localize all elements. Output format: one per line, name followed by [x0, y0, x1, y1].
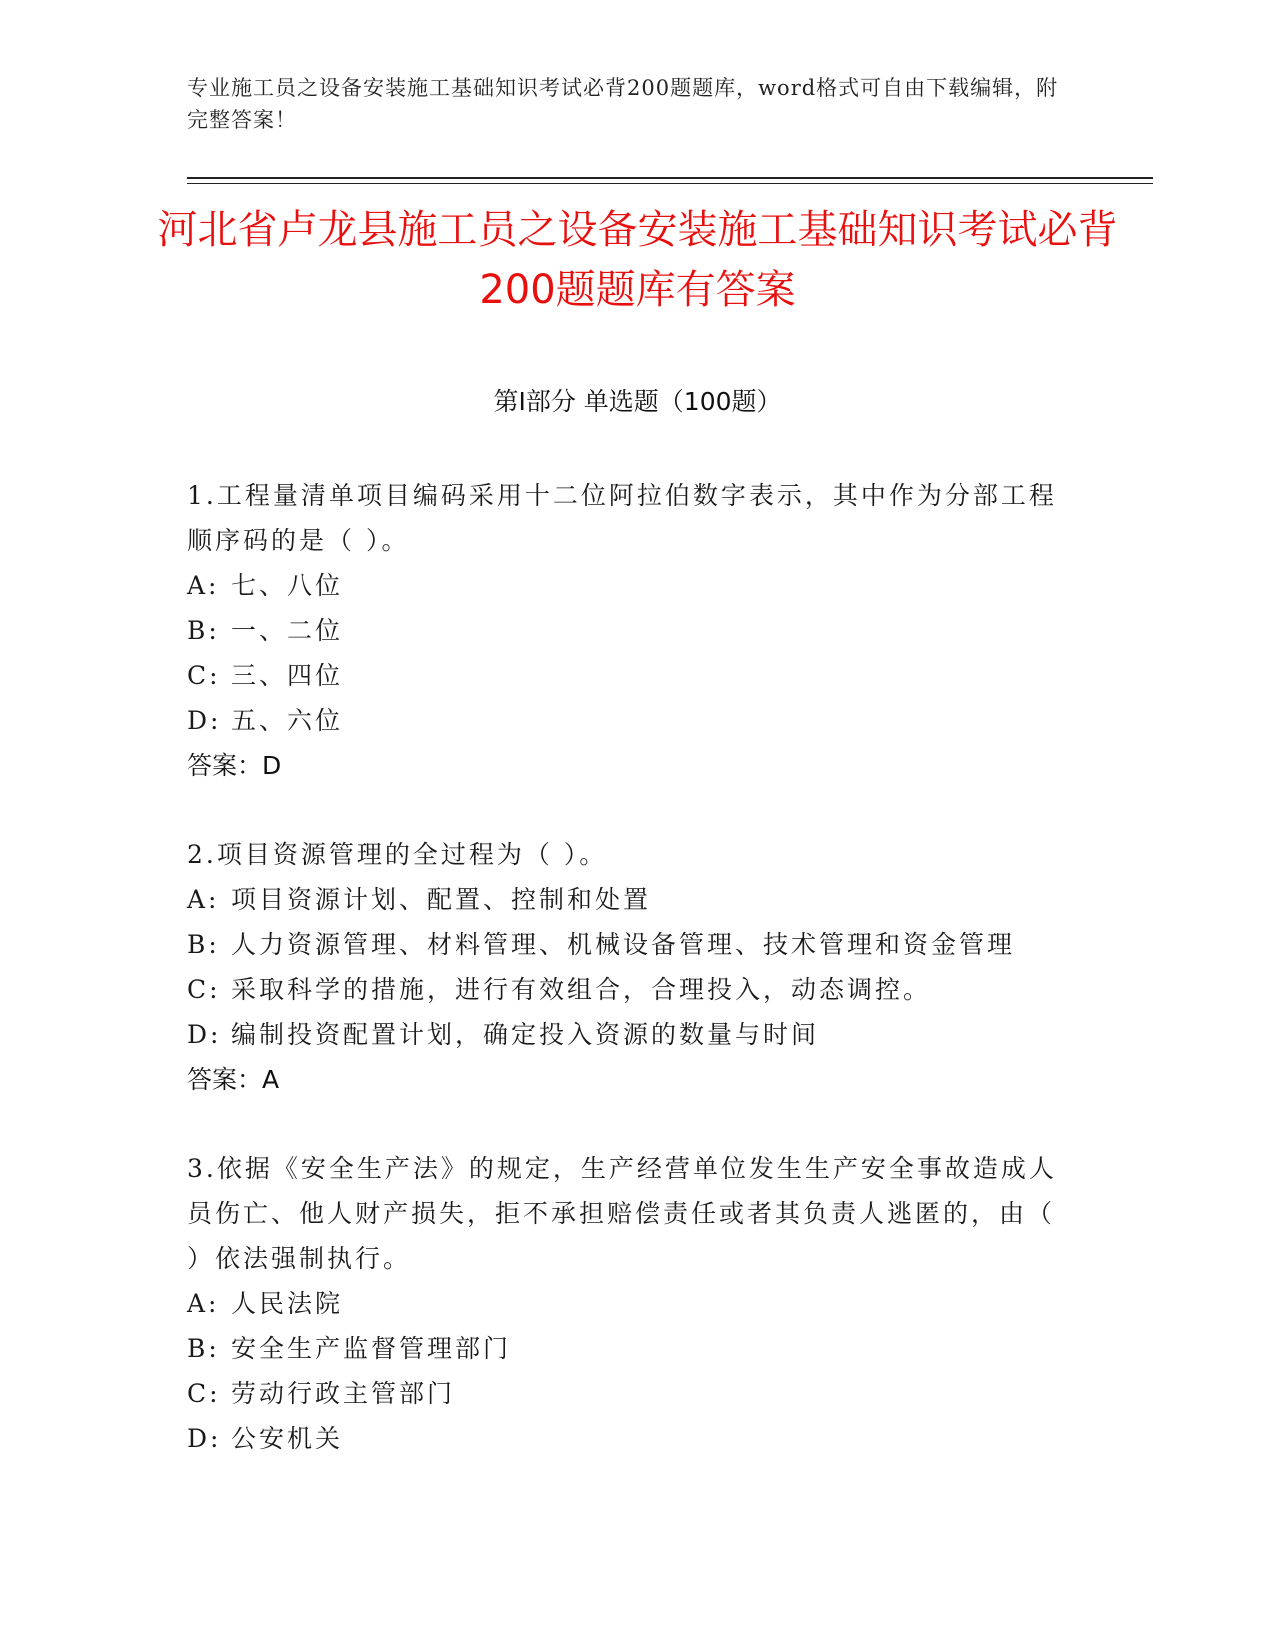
option-a — [187, 563, 1067, 608]
option-text: 七、八位 — [231, 571, 344, 600]
header-rule-thin — [187, 183, 1153, 184]
option-c — [187, 653, 1067, 698]
option-text: 采取科学的措施，进行有效组合，合理投入，动态调控。 — [231, 975, 932, 1004]
option-letter: B: — [187, 930, 220, 959]
question-2 — [187, 832, 1067, 1102]
option-c — [187, 967, 1067, 1012]
option-letter: A: — [187, 1289, 220, 1318]
option-d — [187, 1012, 1067, 1057]
option-letter: D: — [187, 1424, 222, 1453]
document-title: 河北省卢龙县施工员之设备安装施工基础知识考试必背200题题库有答案 — [157, 207, 1118, 313]
question-3 — [187, 1146, 1067, 1461]
option-letter: B: — [187, 616, 220, 645]
option-b — [187, 1326, 1067, 1371]
option-letter: C: — [187, 975, 221, 1004]
option-text: 劳动行政主管部门 — [231, 1379, 456, 1408]
option-letter: C: — [187, 1379, 221, 1408]
option-text: 三、四位 — [231, 661, 344, 690]
option-b — [187, 922, 1067, 967]
option-text: 五、六位 — [231, 706, 344, 735]
header-rule-thick — [187, 177, 1153, 179]
option-text: 编制投资配置计划，确定投入资源的数量与时间 — [231, 1020, 820, 1049]
option-text: 项目资源计划、配置、控制和处置 — [231, 885, 652, 914]
question-stem: 2.项目资源管理的全过程为（ ）。 — [187, 840, 608, 869]
option-text: 人民法院 — [231, 1289, 344, 1318]
option-letter: B: — [187, 1334, 220, 1363]
option-c — [187, 1371, 1067, 1416]
option-letter: A: — [187, 885, 220, 914]
option-b — [187, 608, 1067, 653]
option-d — [187, 1416, 1067, 1461]
option-d — [187, 698, 1067, 743]
option-text: 安全生产监督管理部门 — [231, 1334, 512, 1363]
question-stem: 3.依据《安全生产法》的规定，生产经营单位发生生产安全事故造成人员伤亡、他人财产损失，拒不承担赔偿责任或者其负责人逃匿的，由（ ）依法强制执行。 — [187, 1154, 1057, 1273]
option-letter: C: — [187, 661, 221, 690]
answer: 答案：A — [187, 1065, 280, 1094]
option-a — [187, 1281, 1067, 1326]
option-text: 公安机关 — [231, 1424, 344, 1453]
option-letter: D: — [187, 706, 222, 735]
option-text: 一、二位 — [231, 616, 344, 645]
option-text: 人力资源管理、材料管理、机械设备管理、技术管理和资金管理 — [231, 930, 1016, 959]
section-title: 第Ⅰ部分 单选题（100题） — [493, 387, 782, 416]
header-note: 专业施工员之设备安装施工基础知识考试必背200题题库，word格式可自由下载编辑，附完整答案！ — [187, 76, 1059, 132]
question-list — [187, 473, 1067, 1505]
question-1 — [187, 473, 1067, 788]
option-letter: A: — [187, 571, 220, 600]
option-letter: D: — [187, 1020, 222, 1049]
answer: 答案：D — [187, 751, 282, 780]
question-stem: 1.工程量清单项目编码采用十二位阿拉伯数字表示，其中作为分部工程顺序码的是（ ）。 — [187, 481, 1057, 555]
option-a — [187, 877, 1067, 922]
